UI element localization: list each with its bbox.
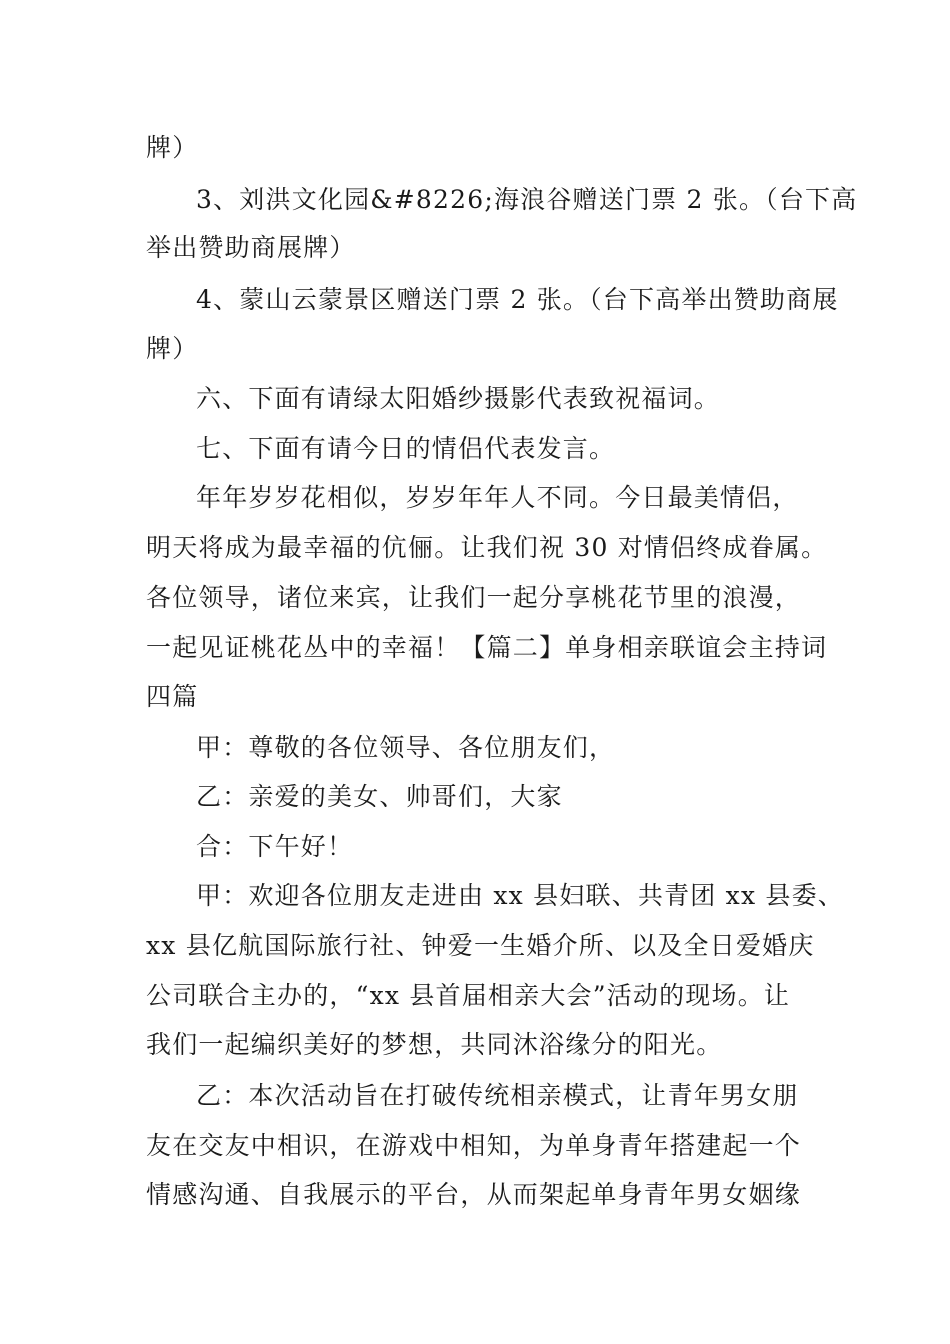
text-line: 六、下面有请绿太阳婚纱摄影代表致祝福词。 bbox=[196, 384, 721, 413]
text-line: 合：下午好！ bbox=[196, 832, 354, 861]
text-line: 甲：尊敬的各位领导、各位朋友们， bbox=[196, 733, 616, 762]
text-line: 年年岁岁花相似，岁岁年年人不同。今日最美情侣， bbox=[196, 483, 799, 512]
text-line: 各位领导，诸位来宾，让我们一起分享桃花节里的浪漫， bbox=[146, 583, 802, 612]
text-line: 乙：本次活动旨在打破传统相亲模式，让青年男女朋 bbox=[196, 1081, 799, 1110]
text-line: 一起见证桃花丛中的幸福！【篇二】单身相亲联谊会主持词 bbox=[146, 633, 828, 662]
text-line: 四篇 bbox=[146, 682, 199, 711]
text-line: xx 县亿航国际旅行社、钟爱一生婚介所、以及全日爱婚庆 bbox=[146, 931, 815, 960]
text-line: 牌） bbox=[146, 133, 199, 162]
text-line: 4、蒙山云蒙景区赠送门票 2 张。（台下高举出赞助商展 bbox=[196, 285, 839, 314]
text-line: 我们一起编织美好的梦想，共同沐浴缘分的阳光。 bbox=[146, 1030, 723, 1059]
text-line: 友在交友中相识，在游戏中相知，为单身青年搭建起一个 bbox=[146, 1131, 802, 1160]
text-line: 乙：亲爱的美女、帅哥们，大家 bbox=[196, 782, 563, 811]
text-line: 情感沟通、自我展示的平台，从而架起单身青年男女姻缘 bbox=[146, 1180, 802, 1209]
text-line: 七、下面有请今日的情侣代表发言。 bbox=[196, 434, 616, 463]
text-line: 甲：欢迎各位朋友走进由 xx 县妇联、共青团 xx 县委、 bbox=[196, 881, 844, 910]
text-line: 明天将成为最幸福的伉俪。让我们祝 30 对情侣终成眷属。 bbox=[146, 533, 828, 562]
text-line: 3、刘洪文化园&#8226;海浪谷赠送门票 2 张。（台下高 bbox=[196, 185, 858, 214]
text-line: 公司联合主办的，“xx 县首届相亲大会”活动的现场。让 bbox=[146, 981, 791, 1010]
text-line: 牌） bbox=[146, 334, 199, 363]
text-line: 举出赞助商展牌） bbox=[146, 233, 356, 262]
